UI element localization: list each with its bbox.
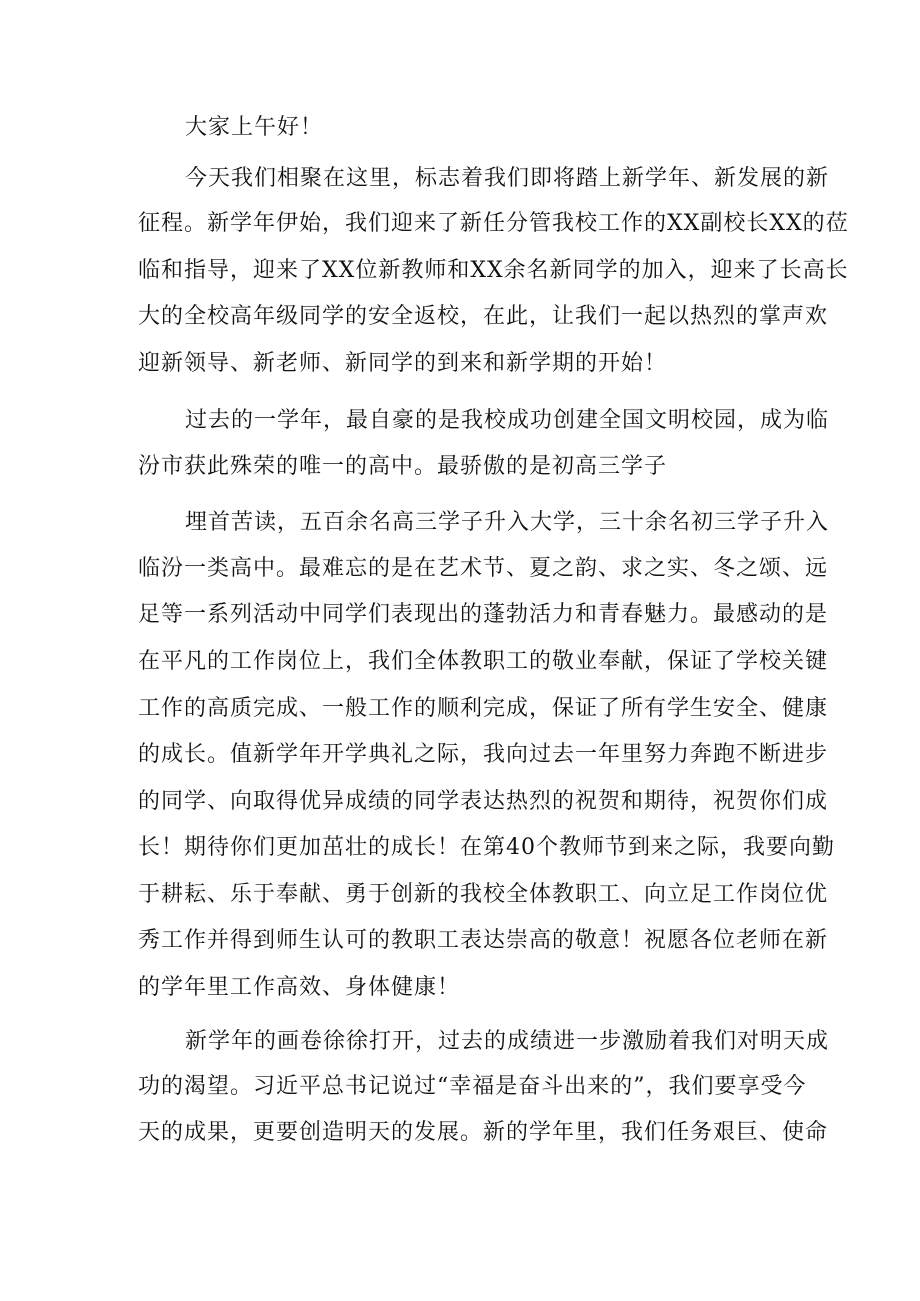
text-line: 天的成果，更要创造明天的发展。新的学年里，我们任务艰巨、使命: [138, 1120, 829, 1145]
text-line: 的学年里工作高效、身体健康！: [138, 975, 461, 1000]
text-line: 过去的一学年，最自豪的是我校成功创建全国文明校园，成为临: [185, 408, 830, 433]
text-line: 迎新领导、新老师、新同学的到来和新学期的开始！: [138, 351, 668, 376]
greeting-line: 大家上午好！: [185, 115, 324, 140]
text-line: 的同学、向取得优异成绩的同学表达热烈的祝贺和期待，祝贺你们成: [138, 789, 829, 814]
text-line: 工作的高质完成、一般工作的顺利完成，保证了所有学生安全、健康: [138, 696, 829, 721]
text-line: 功的渴望。习近平总书记说过“幸福是奋斗出来的”，我们要享受今: [138, 1074, 807, 1099]
text-line: 临和指导，迎来了XX位新教师和XX余名新同学的加入，迎来了长高长: [138, 258, 849, 283]
text-line: 足等一系列活动中同学们表现出的蓬勃活力和青春魅力。最感动的是: [138, 602, 829, 627]
text-line: 在平凡的工作岗位上，我们全体教职工的敬业奉献，保证了学校关键: [138, 649, 829, 674]
text-line: 秀工作并得到师生认可的教职工表达崇高的敬意！祝愿各位老师在新: [138, 928, 829, 953]
text-line: 临汾一类高中。最难忘的是在艺术节、夏之韵、求之实、冬之颂、远: [138, 556, 829, 581]
text-line: 大的全校高年级同学的安全返校，在此，让我们一起以热烈的掌声欢: [138, 304, 829, 329]
text-line: 埋首苦读，五百余名高三学子升入大学，三十余名初三学子升入: [185, 510, 830, 535]
text-line: 于耕耘、乐于奉献、勇于创新的我校全体教职工、向立足工作岗位优: [138, 882, 829, 907]
text-line: 今天我们相聚在这里，标志着我们即将踏上新学年、新发展的新: [185, 166, 830, 191]
text-line: 新学年的画卷徐徐打开，过去的成绩进一步激励着我们对明天成: [185, 1029, 830, 1054]
text-line: 长！期待你们更加茁壮的成长！在第40个教师节到来之际，我要向勤: [138, 835, 835, 860]
text-line: 汾市获此殊荣的唯一的高中。最骄傲的是初高三学子: [138, 454, 668, 479]
text-line: 征程。新学年伊始，我们迎来了新任分管我校工作的XX副校长XX的莅: [138, 211, 849, 236]
text-line: 的成长。值新学年开学典礼之际，我向过去一年里努力奔跑不断进步: [138, 742, 829, 767]
